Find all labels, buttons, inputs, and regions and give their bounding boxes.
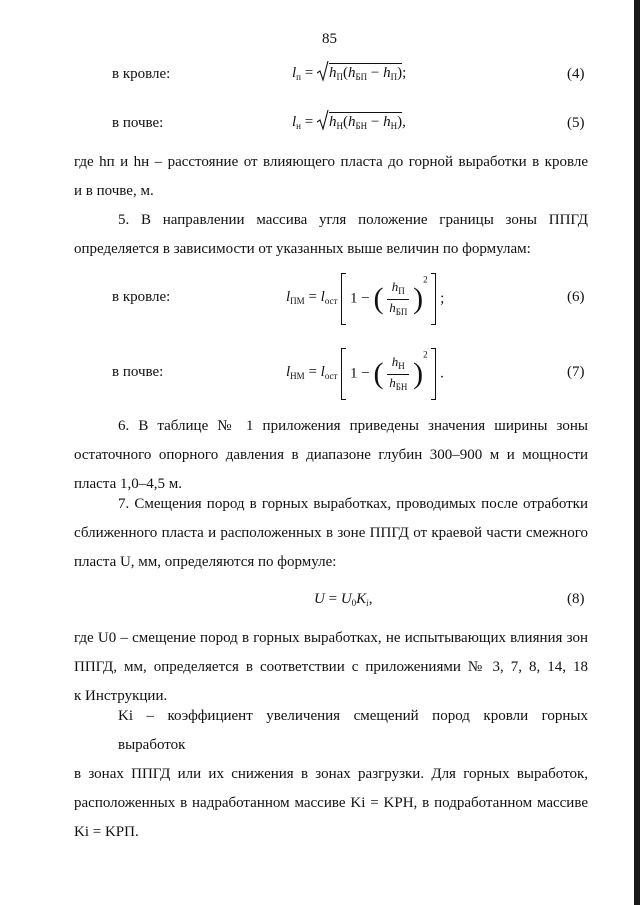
fraction: $\frac{h_Н}{h_{БН}}$ [389, 353, 408, 392]
right-paren: ) [413, 282, 424, 315]
text-line: где U0 – смещение пород в горных выработках, не испытывающих влияния зон [74, 630, 588, 646]
text-line: Ki – коэффициент увеличения смещений пород кровли горных выработок [118, 708, 588, 753]
paragraph-definitions-h [74, 148, 588, 206]
text-line: 7. Смещения пород в горных выработках, проводимых после отработки [118, 496, 588, 512]
formula-6: $l_{ПМ} = l_{ост}$ 1 − ( $\frac{h_П}{h_{БП}}$ )$^2$ ; [286, 270, 444, 324]
formula-7: $l_{НМ} = l_{ост}$ 1 − ( $\frac{h_Н}{h_{БН}}$ )$^2$ . [286, 345, 444, 399]
text-line: где h​п и h​н – расстояние от влияющего пласта до горной выработки в кровле [74, 154, 588, 170]
formula-6-number: (6) [567, 289, 585, 305]
sqrt-symbol: $h_Н(h_{БН} - h_Н)$ [317, 109, 402, 131]
text-line: расположенных в надработанном массиве Ki = KРН, в подработанном массиве [74, 795, 588, 811]
formula-4-label: в кровле: [112, 66, 171, 82]
text-line: сближенного пласта и расположенных в зоне ППГД от краевой части смежного [74, 525, 588, 541]
formula-7-label: в почве: [112, 364, 164, 380]
text-line: определяется в зависимости от указанных выше величин по формулам: [74, 241, 531, 257]
formula-5-label: в почве: [112, 115, 164, 131]
text-line: и в почве, м. [74, 183, 154, 199]
paragraph-item-5 [74, 206, 588, 264]
formula-5-number: (5) [567, 115, 585, 131]
text-line: пласта 1,0–4,5 м. [74, 476, 182, 492]
paragraph-item-7 [74, 490, 588, 577]
right-bracket [431, 348, 436, 400]
formula-4-number: (4) [567, 66, 585, 82]
text-line: пласта U, мм, определяются по формуле: [74, 554, 337, 570]
text-line: в зонах ППГД или их снижения в зонах разгрузки. Для горных выработок, [74, 766, 588, 782]
text-line: к Инструкции. [74, 688, 168, 704]
formula-8: $U = U_0K_i$, [314, 591, 373, 608]
text-line: остаточного опорного давления в диапазоне глубин 300–900 м и мощности [74, 447, 588, 463]
text-line: 5. В направлении массива угля положение границы зоны ППГД [118, 212, 588, 228]
radical-sign-icon [317, 109, 329, 131]
paragraph-definition-u0 [74, 624, 588, 711]
sqrt-symbol: $h_П(h_{БП} - h_П)$ [317, 60, 402, 82]
text-line: Ki = KРП. [74, 824, 139, 840]
page-number: 85 [322, 31, 337, 47]
paragraph-definition-ki [74, 702, 588, 847]
formula-7-number: (7) [567, 364, 585, 380]
right-bracket [431, 273, 436, 325]
left-paren: ( [373, 357, 384, 390]
left-paren: ( [373, 282, 384, 315]
formula-8-number: (8) [567, 591, 585, 607]
right-paren: ) [413, 357, 424, 390]
formula-4: $l_п = h_П(h_{БП} - h_П)$; [292, 60, 406, 82]
left-bracket [341, 348, 346, 400]
text-line: ППГД, мм, определяется в соответствии с приложениями № 3, 7, 8, 14, 18 [74, 659, 588, 675]
fraction: $\frac{h_П}{h_{БП}}$ [389, 278, 408, 317]
left-bracket [341, 273, 346, 325]
paragraph-item-6 [74, 412, 588, 499]
text-line: 6. В таблице № 1 приложения приведены значения ширины зоны [118, 418, 588, 434]
formula-6-label: в кровле: [112, 289, 171, 305]
formula-5: $l_н = h_Н(h_{БН} - h_Н)$, [292, 109, 406, 131]
radical-sign-icon [317, 60, 329, 82]
